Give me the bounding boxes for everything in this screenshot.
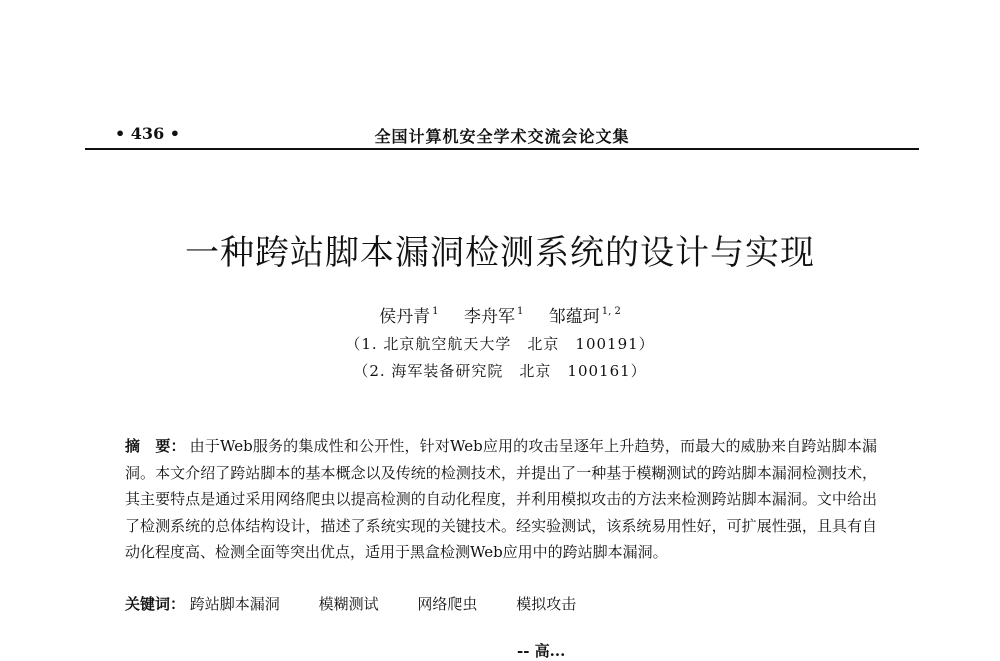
abstract-text: 由于Web服务的集成性和公开性，针对Web应用的攻击呈逐年上升趋势，而最大的威胁来自跨站脚本漏洞。本文介绍了跨站脚本的基本概念以及传统的检测技术，并提出了一种基于模糊测试的跨站脚本漏洞检测技术，其主要特点是通过采用网络爬虫以提高检测的自动化程度，并利用模拟攻击的方法来检测跨站脚本漏洞。文中给出了检测系统的总体结构设计，描述了系统实现的关键技术。经实验测试，该系统易用性好，可扩展性强，且具有自动化程度高、检测全面等突出优点，适用于黑盒检测Web应用中的跨站脚本漏洞。: [125, 437, 877, 561]
cut-off-section-heading: -- 高...: [517, 642, 566, 660]
page-number: • 436 •: [115, 124, 180, 143]
paper-title: 一种跨站脚本漏洞检测系统的设计与实现: [185, 233, 815, 273]
affiliation-1: （1. 北京航空航天大学 北京 100191）: [345, 335, 655, 353]
author-name: 李舟军: [463, 307, 515, 327]
author-name: 侯丹青: [379, 307, 431, 327]
author-affiliation-marker: 1: [516, 306, 524, 317]
abstract: [125, 433, 877, 566]
abstract-label: 摘 要：: [125, 437, 186, 455]
author-list: [0, 302, 1000, 327]
running-header: [85, 122, 919, 148]
journal-title: 全国计算机安全学术交流会论文集: [374, 127, 630, 146]
author-name: 邹蕴珂: [548, 307, 600, 327]
author-affiliation-marker: 1: [432, 306, 439, 317]
author-affiliation-marker: 1, 2: [601, 306, 621, 317]
author-3: [549, 302, 621, 327]
keyword: 跨站脚本漏洞: [189, 595, 280, 613]
keyword: 网络爬虫: [417, 595, 478, 613]
header-rule: [85, 148, 919, 150]
author-1: [379, 302, 438, 327]
keyword: 模糊测试: [318, 595, 379, 613]
keywords-label: 关键词：: [125, 595, 186, 613]
keywords: [125, 593, 877, 614]
author-2: [464, 302, 523, 327]
keyword: 模拟攻击: [516, 595, 577, 613]
affiliation-2: （2. 海军装备研究院 北京 100161）: [353, 362, 647, 380]
